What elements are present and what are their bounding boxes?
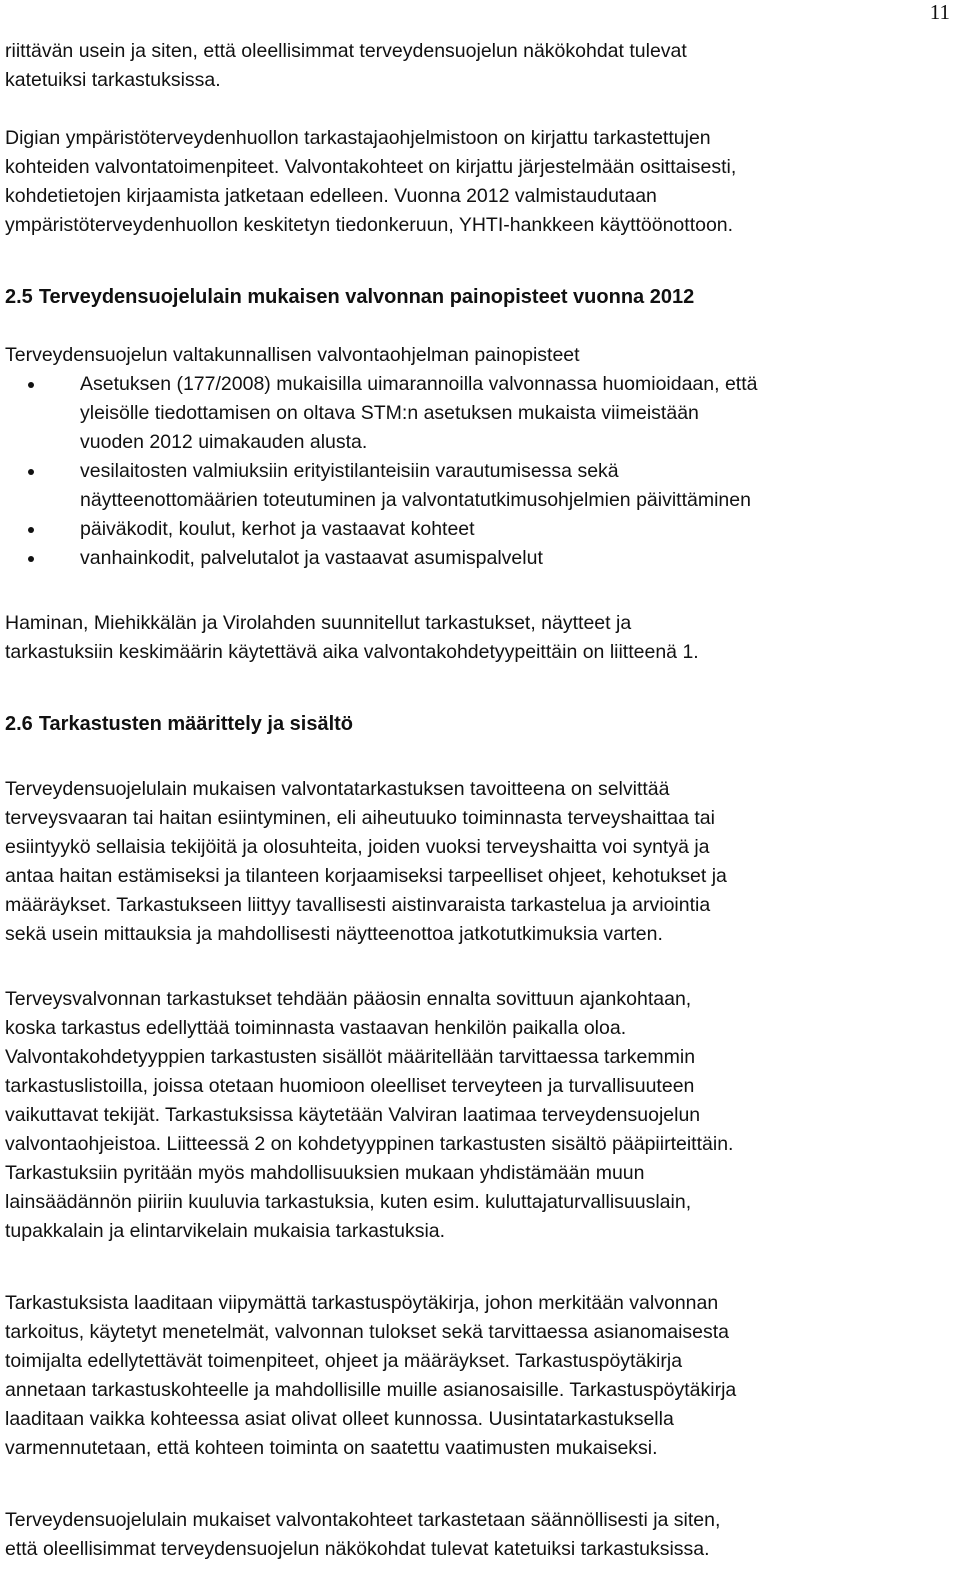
- text-line: tarkastuksiin keskimäärin käytettävä aika valvontakohdetyypeittäin on liitteenä 1.: [5, 641, 699, 663]
- body-paragraph: [5, 1289, 955, 1463]
- text-line: päiväkodit, koulut, kerhot ja vastaavat kohteet: [80, 518, 475, 540]
- text-line: tarkoitus, käytetyt menetelmät, valvonnan tulokset sekä tarvittaessa asianomaisesta: [5, 1321, 730, 1343]
- text-line: että oleellisimmat terveydensuojelun näkökohdat tulevat katetuiksi tarkastuksissa.: [5, 1538, 710, 1560]
- text-line: varmennutetaan, että kohteen toiminta on saatettu vaatimusten mukaiseksi.: [5, 1437, 658, 1459]
- text-line: esiintyykö sellaisia tekijöitä ja olosuhteita, joiden vuoksi terveyshaitta voi syntyä ja: [5, 836, 710, 858]
- section-number: 2.5: [5, 286, 33, 308]
- bullet-icon: [28, 556, 34, 562]
- priorities-list: [5, 370, 955, 573]
- text-line: koska tarkastus edellyttää toiminnasta vastaavan henkilön paikalla oloa.: [5, 1017, 627, 1039]
- spacer: [5, 573, 955, 609]
- text-line: vaikuttavat tekijät. Tarkastuksissa käytetään Valviran laatimaa terveydensuojelun: [5, 1104, 701, 1126]
- bullet-icon: [28, 527, 34, 533]
- text-line: annetaan tarkastuskohteelle ja mahdollisille muille asianosaisille. Tarkastuspöytäkirja: [5, 1379, 737, 1401]
- body-paragraph: [5, 775, 955, 949]
- text-line: yleisölle tiedottamisen on oltava STM:n asetuksen mukaista viimeistään: [80, 402, 699, 424]
- list-item: [5, 457, 955, 515]
- text-line: katetuiksi tarkastuksissa.: [5, 69, 221, 91]
- text-line: vesilaitosten valmiuksiin erityistilanteisiin varautumisessa sekä: [80, 460, 619, 482]
- spacer: [5, 95, 955, 124]
- text-line: toimijalta edellytettävät toimenpiteet, ohjeet ja määräykset. Tarkastuspöytäkirja: [5, 1350, 683, 1372]
- text-line: terveysvaaran tai haitan esiintyminen, eli aiheutuuko toiminnasta terveyshaittaa tai: [5, 807, 715, 829]
- text-line: riittävän usein ja siten, että oleellisimmat terveydensuojelun näkökohdat tulevat: [5, 40, 687, 62]
- text-line: kohdetietojen kirjaamista jatketaan edelleen. Vuonna 2012 valmistaudutaan: [5, 185, 657, 207]
- body-paragraph: [5, 1506, 955, 1564]
- text-line: Asetuksen (177/2008) mukaisilla uimarannoilla valvonnassa huomioidaan, että: [80, 373, 758, 395]
- text-line: kohteiden valvontatoimenpiteet. Valvontakohteet on kirjattu järjestelmään osittaisesti,: [5, 156, 737, 178]
- list-item: [5, 544, 955, 573]
- text-line: lainsäädännön piiriin kuuluvia tarkastuksia, kuten esim. kuluttajaturvallisuuslain,: [5, 1191, 692, 1213]
- section-heading-2-6: [5, 710, 955, 739]
- text-line: Valvontakohdetyyppien tarkastusten sisällöt määritellään tarvittaessa tarkemmin: [5, 1046, 696, 1068]
- section-title: Tarkastusten määrittely ja sisältö: [38, 713, 354, 735]
- spacer: [5, 949, 955, 985]
- text-line: sekä usein mittauksia ja mahdollisesti näytteenottoa jatkotutkimuksia varten.: [5, 923, 663, 945]
- text-line: tupakkalain ja elintarvikelain mukaisia tarkastuksia.: [5, 1220, 446, 1242]
- spacer: [5, 240, 955, 283]
- text-line: Tarkastuksiin pyritään myös mahdollisuuksien mukaan yhdistämään muun: [5, 1162, 645, 1184]
- text-line: valvontaohjeistoa. Liitteessä 2 on kohdetyyppinen tarkastusten sisältö pääpiirteittäin.: [5, 1133, 734, 1155]
- spacer: [5, 1463, 955, 1506]
- text-line: laaditaan vaikka kohteessa asiat olivat olleet kunnossa. Uusintatarkastuksella: [5, 1408, 674, 1430]
- document-body: [5, 37, 955, 1564]
- intro-paragraph: [5, 37, 955, 95]
- text-line: Terveydensuojelulain mukaisen valvontatarkastuksen tavoitteena on selvittää: [5, 778, 670, 800]
- page-number: 11: [929, 0, 950, 24]
- text-line: vanhainkodit, palvelutalot ja vastaavat asumispalvelut: [80, 547, 543, 569]
- spacer: [5, 739, 955, 775]
- text-line: määräykset. Tarkastukseen liittyy tavallisesti aistinvaraista tarkastelua ja arviointia: [5, 894, 711, 916]
- text-line: Terveysvalvonnan tarkastukset tehdään pääosin ennalta sovittuun ajankohtaan,: [5, 988, 692, 1010]
- section-number: 2.6: [5, 713, 33, 735]
- text-line: ympäristöterveydenhuollon keskitetyn tiedonkeruun, YHTI-hankkeen käyttöönottoon.: [5, 214, 734, 236]
- list-item: [5, 370, 955, 457]
- inspections-annex-paragraph: [5, 609, 955, 667]
- section-title: Terveydensuojelulain mukaisen valvonnan painopisteet vuonna 2012: [38, 286, 695, 308]
- spacer: [5, 312, 955, 341]
- text-line: näytteenottomäärien toteutuminen ja valvontatutkimusohjelmien päivittäminen: [80, 489, 751, 511]
- text-line: Haminan, Miehikkälän ja Virolahden suunnitellut tarkastukset, näytteet ja: [5, 612, 632, 634]
- spacer: [5, 1246, 955, 1289]
- text-line: vuoden 2012 uimakauden alusta.: [80, 431, 368, 453]
- text-line: Terveydensuojelun valtakunnallisen valvontaohjelman painopisteet: [5, 344, 580, 366]
- text-line: Terveydensuojelulain mukaiset valvontakohteet tarkastetaan säännöllisesti ja siten,: [5, 1509, 721, 1531]
- spacer: [5, 667, 955, 710]
- list-item: [5, 515, 955, 544]
- bullet-icon: [28, 382, 34, 388]
- section-heading-2-5: [5, 283, 955, 312]
- digia-paragraph: [5, 124, 955, 240]
- priorities-lead: [5, 341, 955, 370]
- text-line: Digian ympäristöterveydenhuollon tarkastajaohjelmistoon on kirjattu tarkastettujen: [5, 127, 711, 149]
- text-line: antaa haitan estämiseksi ja tilanteen korjaamiseksi tarpeelliset ohjeet, kehotukset ja: [5, 865, 727, 887]
- text-line: Tarkastuksista laaditaan viipymättä tarkastuspöytäkirja, johon merkitään valvonnan: [5, 1292, 719, 1314]
- body-paragraph: [5, 985, 955, 1246]
- text-line: tarkastuslistoilla, joissa otetaan huomioon oleelliset terveyteen ja turvallisuuteen: [5, 1075, 695, 1097]
- bullet-icon: [28, 469, 34, 475]
